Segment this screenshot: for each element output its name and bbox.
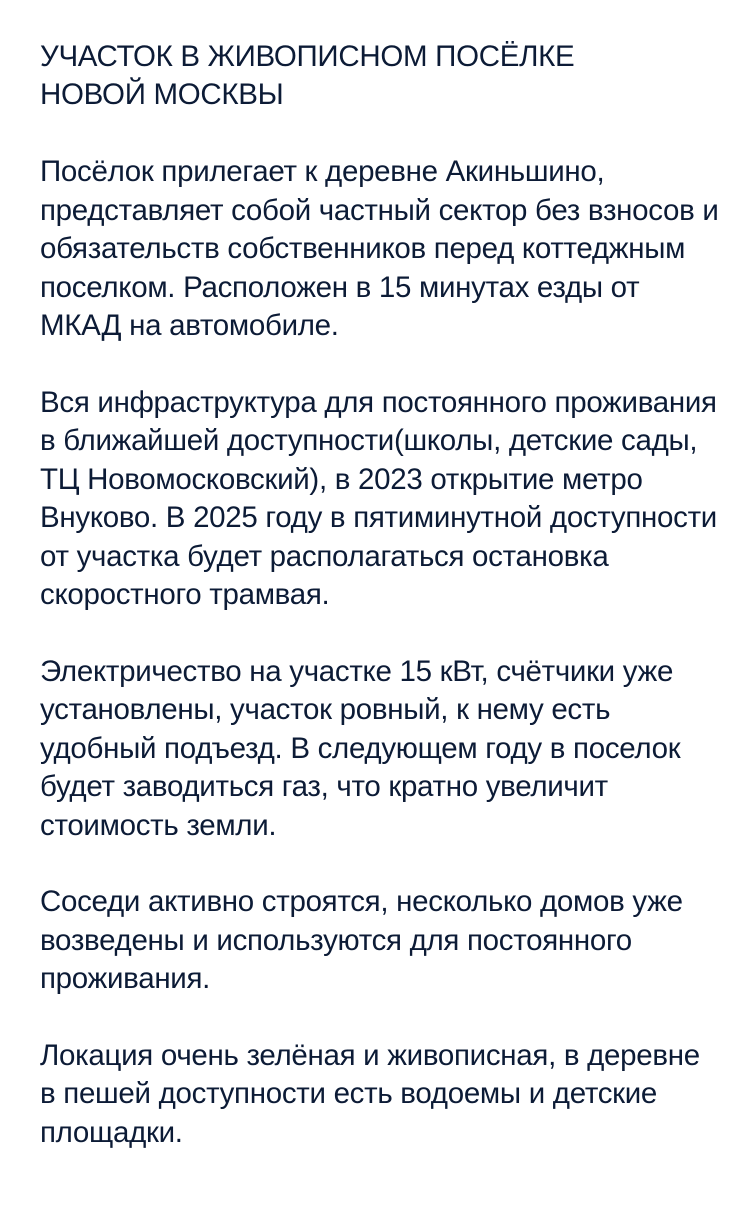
listing-description bbox=[40, 38, 720, 1190]
paragraph-nature: Локация очень зелёная и живописная, в деревне в пешей доступности есть водоемы и детские площадки. bbox=[40, 1038, 700, 1149]
paragraph-neighbors: Соседи активно строятся, несколько домов уже возведены и используются для постоянного проживания. bbox=[40, 885, 683, 995]
paragraph-location: Посёлок прилегает к деревне Акиньшино, представляет собой частный сектор без взносов и обязательств собственников перед коттеджным поселком. Расположен в 15 минутах езды от МКАД на автомобиле. bbox=[40, 155, 719, 342]
paragraph-utilities: Электричество на участке 15 кВт, счётчики уже установлены, участок ровный, к нему есть удобный подъезд. В следующем году в поселок будет заводиться газ, что кратно увеличит стоимость земли. bbox=[40, 654, 681, 842]
listing-title: УЧАСТОК В ЖИВОПИСНОМ ПОСЁЛКЕ НОВОЙ МОСКВЫ bbox=[40, 40, 575, 111]
paragraph-infrastructure: Вся инфраструктура для постоянного проживания в ближайшей доступности(школы, детские сады, ТЦ Новомосковский), в 2023 открытие метро Внуково. В 2025 году в пятиминутной доступности от участка будет располагаться остановка скоростного трамвая. bbox=[40, 385, 717, 611]
